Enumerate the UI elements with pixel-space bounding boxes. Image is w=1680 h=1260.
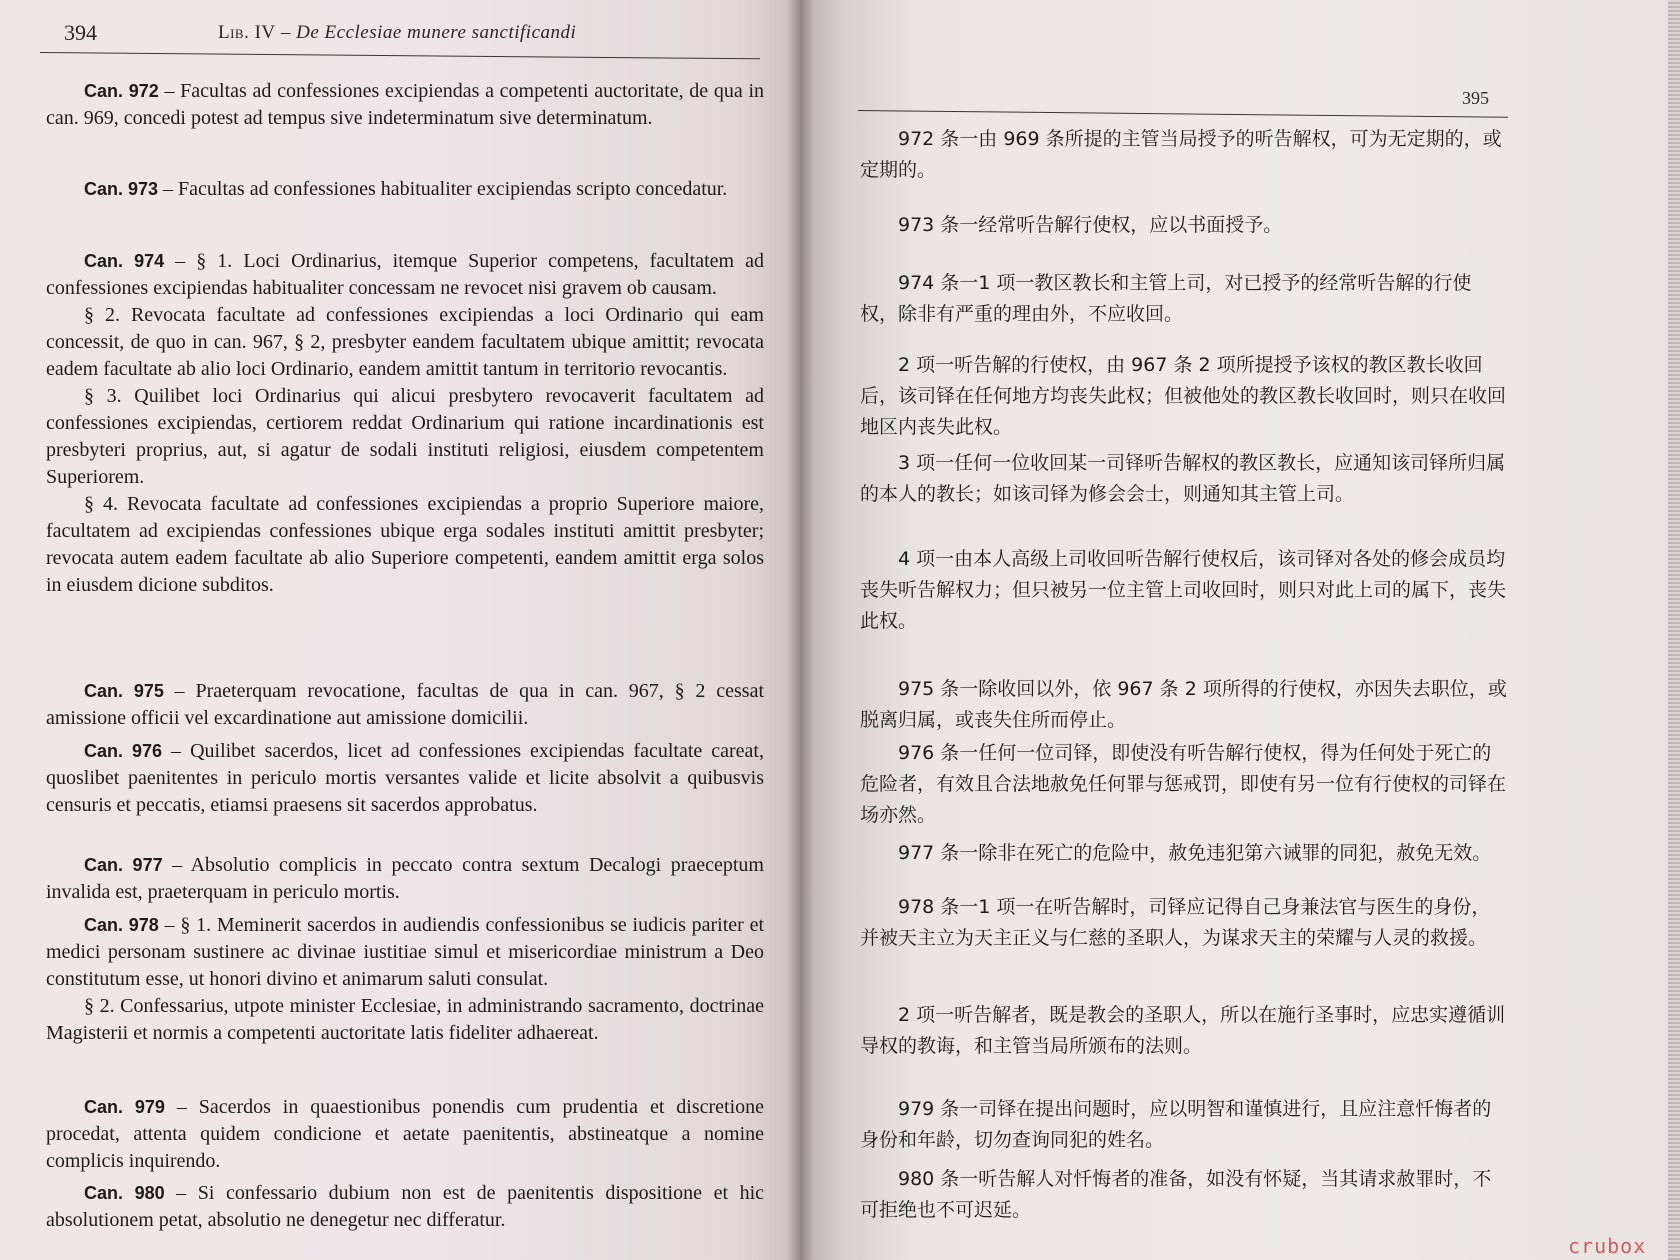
canon-label: Can. 978 — [84, 915, 159, 935]
canon-974: Can. 974 – § 1. Loci Ordinarius, itemque Superior competens, facultatem ad confessiones excipiendas habitualiter concessam ne revocet nisi gravem ob causam. § 2. Revocata facultate ad confessiones excipiendas a loci Ordinario qui eam concessit, de quo in can. 967, § 2, presbyter eandem facultatem ubique amittit; revocata eadem facultate ab alio loci Ordinario, eandem amittit tantum in territorio revocantis. § 3. Quilibet loci Ordinarius qui alicui presbytero revocaverit facultatem ad confessiones excipiendas, certiorem reddat Ordinarium qui ratione incardinationis est presbyteri proprius, aut, si agatur de sodali instituti religiosi, eiusdem competentem Superiorem. § 4. Revocata facultate ad confessiones excipiendas a proprio Superiore maiore, facultatem ad excipiendas confessiones ubique erga sodales instituti amittit presbyter; revocata autem eadem facultate ab alio Superiore competenti, eandem amittit erga solos in eiusdem dicione subditos. — [46, 248, 764, 599]
canon-975: Can. 975 – Praeterquam revocatione, facultas de qua in can. 967, § 2 cessat amissione officii vel excardinatione aut amissione domicilii. — [46, 680, 765, 729]
zh-paragraph: 980 条一听告解人对忏悔者的准备，如没有怀疑，当其请求赦罪时，不可拒绝也不可迟延。 — [860, 1168, 1492, 1221]
canon-text: Quilibet sacerdos, licet ad confessiones excipiendas facultate careat, quoslibet paenitentes in periculo mortis versantes valide et licite absolvit a quibusvis censuris et peccatis, etiamsi praesens sit sacerdos approbatus. — [46, 740, 764, 816]
zh-canon-974-4 — [860, 544, 1508, 637]
canon-text: Facultas ad confessiones excipiendas a competenti auctoritate, de qua in can. 969, concedi potest ad tempus sive indeterminatum sive determinatum. — [46, 80, 765, 129]
zh-paragraph: 3 项一任何一位收回某一司铎听告解权的教区教长，应通知该司铎所归属的本人的教长；如该司铎为修会会士，则通知其主管上司。 — [860, 452, 1506, 505]
canon-label: Can. 973 — [84, 179, 159, 199]
zh-canon-977 — [860, 838, 1508, 869]
canon-paragraph: § 3. Quilibet loci Ordinarius qui alicui presbytero revocaverit facultatem ad confessiones excipiendas, certiorem reddat Ordinarium qui ratione incardinationis est presbyteri proprius, aut, si agatur de sodali instituti religiosi, eiusdem competentem Superiorem. — [46, 385, 764, 488]
canon-text: Absolutio complicis in peccato contra sextum Decalogi praeceptum invalida est, praeterquam in periculo mortis. — [46, 854, 764, 903]
canon-976: Can. 976 – Quilibet sacerdos, licet ad confessiones excipiendas facultate careat, quoslibet paenitentes in periculo mortis versantes valide et licite absolvit a quibusvis censuris et peccatis, etiamsi praesens sit sacerdos approbatus. — [46, 740, 764, 816]
zh-canon-974-3 — [860, 448, 1508, 510]
zh-canon-973 — [860, 210, 1508, 241]
watermark: crubox — [1568, 1234, 1647, 1258]
canon-text: § 1. Loci Ordinarius, itemque Superior competens, facultatem ad confessiones excipiendas habitualiter concessam ne revocet nisi gravem ob causam. — [46, 250, 764, 299]
zh-paragraph: 976 条一任何一位司铎，即使没有听告解行使权，得为任何处于死亡的危险者，有效且合法地赦免任何罪与惩戒罚，即使有另一位有行使权的司铎在场亦然。 — [860, 742, 1507, 826]
left-page-number: 394 — [64, 20, 97, 45]
canon-980: Can. 980 – Si confessario dubium non est de paenitentis dispositione et hic absolutionem petat, absolutio ne denegetur nec differatur. — [46, 1182, 764, 1231]
header-rule-left — [40, 52, 760, 59]
running-head-lib: Lib. IV — [218, 22, 276, 43]
zh-canon-972 — [860, 124, 1508, 186]
book-gutter — [786, 0, 814, 1260]
canon-label: Can. 976 — [84, 741, 163, 761]
running-head: Lib. IV – De Ecclesiae munere sanctificandi — [218, 22, 577, 43]
zh-paragraph: 978 条一1 项一在听告解时，司铎应记得自己身兼法官与医生的身份，并被天主立为天主正义与仁慈的圣职人，为谋求天主的荣耀与人灵的救援。 — [860, 896, 1491, 949]
zh-canon-976 — [860, 738, 1508, 831]
zh-paragraph: 977 条一除非在死亡的危险中，赦免违犯第六诫罪的同犯，赦免无效。 — [898, 842, 1492, 864]
canon-label: Can. 980 — [84, 1183, 165, 1203]
zh-canon-980 — [860, 1164, 1508, 1226]
canon-label: Can. 972 — [84, 81, 159, 101]
canon-label: Can. 974 — [84, 251, 165, 271]
zh-paragraph: 2 项一听告解者，既是教会的圣职人，所以在施行圣事时，应忠实遵循训导权的教诲，和主管当局所颁布的法则。 — [860, 1004, 1506, 1057]
canon-text: Sacerdos in quaestionibus ponendis cum prudentia et discretione procedat, attenta quidem condicione et aetate paenitentis, abstineatque a nomine complicis inquirendo. — [46, 1096, 765, 1172]
zh-paragraph: 2 项一听告解的行使权，由 967 条 2 项所提授予该权的教区教长收回后，该司铎在任何地方均丧失此权；但被他处的教区教长收回时，则只在收回地区内丧失此权。 — [860, 354, 1507, 438]
canon-text: Facultas ad confessiones habitualiter excipiendas scripto concedatur. — [178, 178, 728, 200]
zh-canon-978-2 — [860, 1000, 1508, 1062]
canon-977: Can. 977 – Absolutio complicis in peccato contra sextum Decalogi praeceptum invalida est, praeterquam in periculo mortis. — [46, 854, 764, 903]
canon-973: Can. 973 – Facultas ad confessiones habitualiter excipiendas scripto concedatur. — [84, 178, 728, 200]
canon-text: § 1. Meminerit sacerdos in audiendis confessionibus se iudicis pariter et medici personam sustinere ac divinae iustitiae simul et misericordiae ministrum a Deo constitutum esse, ut honori divino et animarum saluti consulat. — [46, 914, 765, 990]
zh-paragraph: 4 项一由本人高级上司收回听告解行使权后，该司铎对各处的修会成员均丧失听告解权力；但只被另一位主管上司收回时，则只对此上司的属下，丧失此权。 — [860, 548, 1507, 632]
zh-paragraph: 975 条一除收回以外，依 967 条 2 项所得的行使权，亦因失去职位，或脱离归属，或丧失住所而停止。 — [860, 678, 1507, 731]
canon-paragraph: § 4. Revocata facultate ad confessiones excipiendas a proprio Superiore maiore, facultatem ad excipiendas confessiones ubique erga sodales instituti amittit presbyter; revocata autem eadem facultate ab alio Superiore competenti, eandem amittit erga solos in eiusdem dicione subditos. — [46, 493, 764, 596]
page-edges — [1668, 0, 1680, 1260]
canon-label: Can. 975 — [84, 681, 164, 701]
zh-canon-974-1 — [860, 268, 1508, 330]
canon-972: Can. 972 – Facultas ad confessiones excipiendas a competenti auctoritate, de qua in can. 969, concedi potest ad tempus sive indeterminatum sive determinatum. — [46, 80, 765, 129]
zh-canon-979 — [860, 1094, 1508, 1156]
canon-label: Can. 977 — [84, 855, 163, 875]
running-head-title: De Ecclesiae munere sanctificandi — [296, 22, 577, 43]
zh-paragraph: 973 条一经常听告解行使权，应以书面授予。 — [898, 214, 1283, 236]
canon-text: Praeterquam revocatione, facultas de qua in can. 967, § 2 cessat amissione officii vel excardinatione aut amissione domicilii. — [46, 680, 765, 729]
canon-paragraph: § 2. Revocata facultate ad confessiones excipiendas a loci Ordinario qui eam concessit, de quo in can. 967, § 2, presbyter eandem facultatem ubique amittit; revocata eadem facultate ab alio loci Ordinario, eandem amittit tantum in territorio revocantis. — [46, 304, 764, 380]
left-page — [0, 0, 800, 1260]
zh-canon-975 — [860, 674, 1508, 736]
canon-label: Can. 979 — [84, 1097, 165, 1117]
canon-paragraph: § 2. Confessarius, utpote minister Ecclesiae, in administrando sacramento, doctrinae Magisterii et normis a competenti auctoritate latis fideliter adhaereat. — [46, 995, 764, 1044]
canon-text: Si confessario dubium non est de paenitentis dispositione et hic absolutionem petat, absolutio ne denegetur nec differatur. — [46, 1182, 764, 1231]
canon-979: Can. 979 – Sacerdos in quaestionibus ponendis cum prudentia et discretione procedat, attenta quidem condicione et aetate paenitentis, abstineatque a nomine complicis inquirendo. — [46, 1096, 765, 1172]
zh-paragraph: 974 条一1 项一教区教长和主管上司，对已授予的经常听告解的行使权，除非有严重的理由外，不应收回。 — [860, 272, 1472, 325]
zh-canon-978-1 — [860, 892, 1508, 954]
zh-paragraph: 979 条一司铎在提出问题时，应以明智和谨慎进行，且应注意忏悔者的身份和年龄，切勿查询同犯的姓名。 — [860, 1098, 1492, 1151]
right-page-number: 395 — [1462, 88, 1489, 108]
zh-canon-974-2 — [860, 350, 1508, 443]
zh-paragraph: 972 条一由 969 条所提的主管当局授予的听告解权，可为无定期的，或定期的。 — [860, 128, 1502, 181]
canon-978: Can. 978 – § 1. Meminerit sacerdos in audiendis confessionibus se iudicis pariter et medici personam sustinere ac divinae iustitiae simul et misericordiae ministrum a Deo constitutum esse, ut honori divino et animarum saluti consulat. § 2. Confessarius, utpote minister Ecclesiae, in administrando sacramento, doctrinae Magisterii et normis a competenti auctoritate latis fideliter adhaereat. — [46, 912, 764, 1047]
